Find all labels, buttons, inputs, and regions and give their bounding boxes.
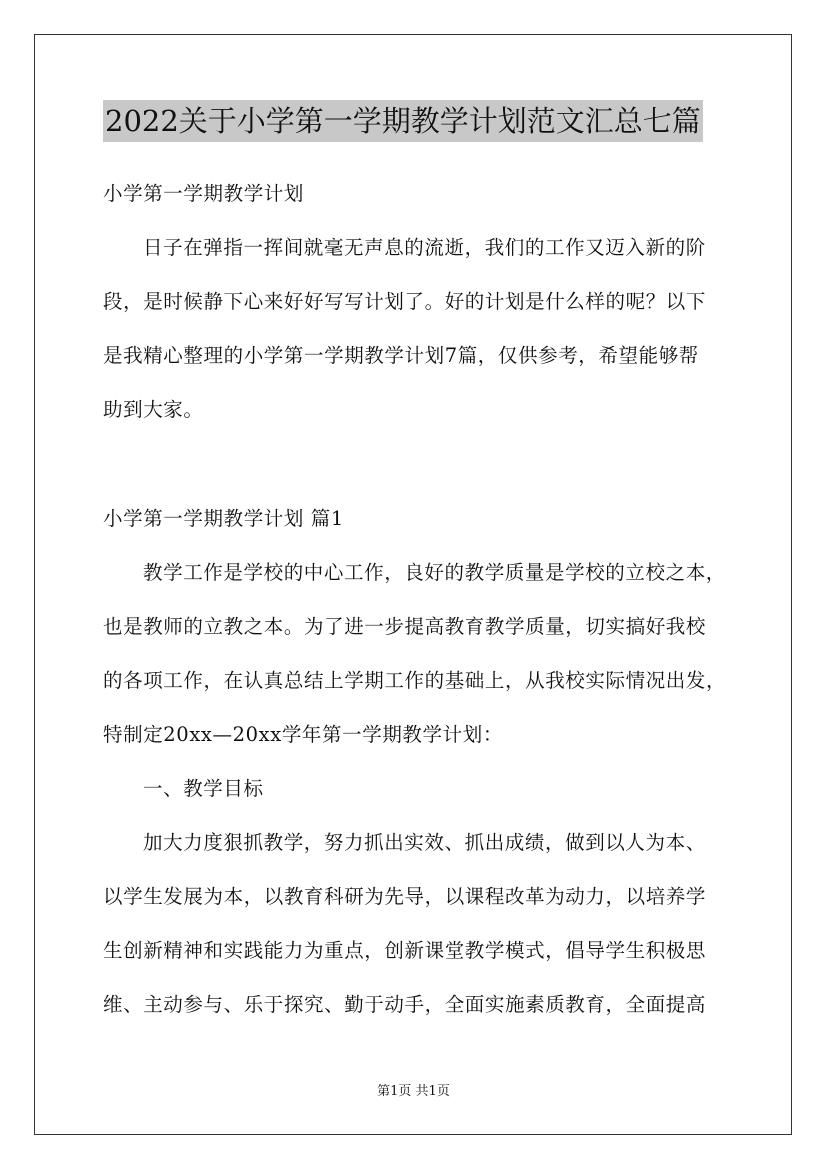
page-footer: 第1页 共1页 — [377, 1084, 450, 1099]
paragraph-line: 的各项工作，在认真总结上学期工作的基础上，从我校实际情况出发， — [103, 669, 727, 692]
section-heading: 小学第一学期教学计划 篇1 — [103, 507, 344, 530]
paragraph-line: 也是教师的立教之本。为了进一步提高教育教学质量，切实搞好我校 — [103, 615, 707, 638]
paragraph-line: 以学生发展为本，以教育科研为先导，以课程改革为动力，以培养学 — [103, 885, 707, 908]
paragraph-line: 特制定20xx—20xx学年第一学期教学计划： — [103, 723, 503, 746]
paragraph-line: 生创新精神和实践能力为重点，创新课堂教学模式，倡导学生积极思 — [103, 939, 707, 962]
paragraph-line: 助到大家。 — [103, 398, 204, 421]
paragraph-line: 是我精心整理的小学第一学期教学计划7篇，仅供参考，希望能够帮 — [103, 344, 699, 367]
paragraph-line: 日子在弹指一挥间就毫无声息的流逝，我们的工作又迈入新的阶 — [143, 236, 706, 259]
subsection-heading: 一、教学目标 — [143, 777, 264, 800]
document-title: 2022关于小学第一学期教学计划范文汇总七篇 — [103, 100, 703, 142]
section-heading: 小学第一学期教学计划 — [103, 182, 305, 205]
paragraph-line: 段，是时候静下心来好好写写计划了。好的计划是什么样的呢？以下 — [103, 290, 707, 313]
paragraph-line: 加大力度狠抓教学，努力抓出实效、抓出成绩，做到以人为本、 — [143, 831, 706, 854]
paragraph-line: 教学工作是学校的中心工作，良好的教学质量是学校的立校之本， — [143, 561, 726, 584]
paragraph-line: 维、主动参与、乐于探究、勤于动手，全面实施素质教育，全面提高 — [103, 993, 707, 1016]
